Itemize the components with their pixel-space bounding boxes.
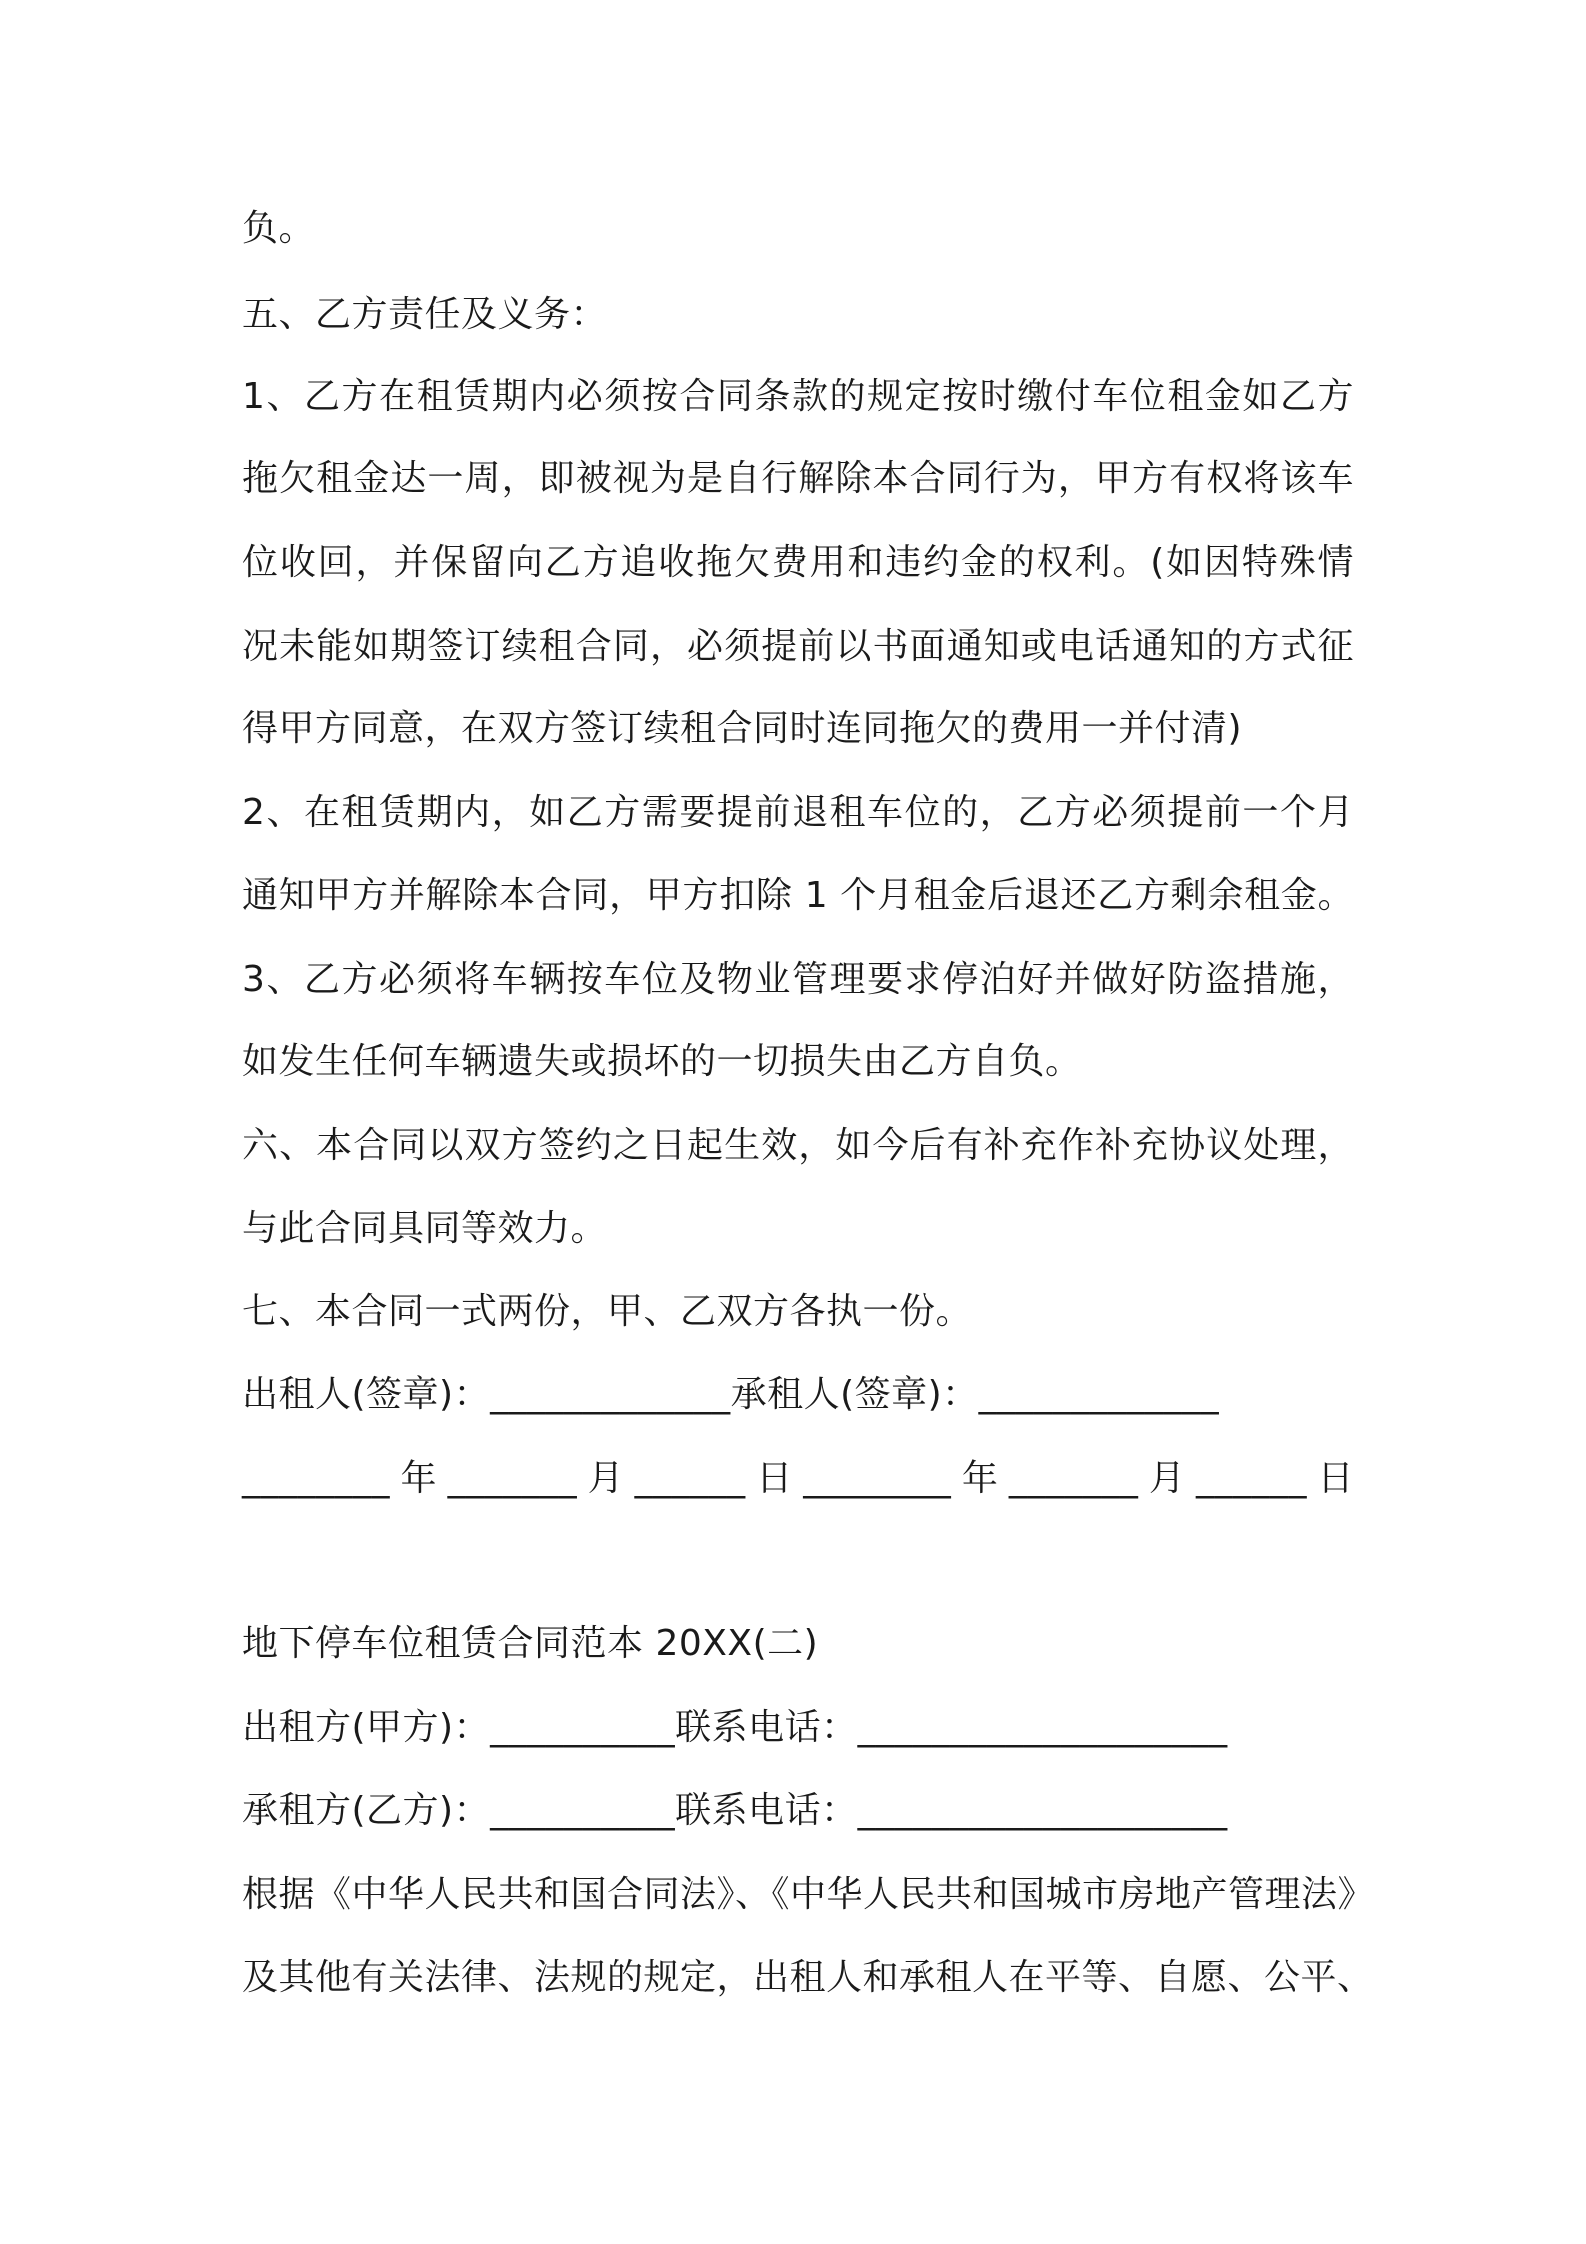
paragraph-line: 3、乙方必须将车辆按车位及物业管理要求停泊好并做好防盗措施， [242,959,1354,1000]
paragraph-line: 2、在租赁期内，如乙方需要提前退租车位的，乙方必须提前一个月 [242,792,1354,833]
paragraph-line: 1、乙方在租赁期内必须按合同条款的规定按时缴付车位租金如乙方 [242,376,1354,417]
paragraph-line: 得甲方同意，在双方签订续租合同时连同拖欠的费用一并付清) [242,708,1243,749]
section-heading: 五、乙方责任及义务： [242,294,608,335]
paragraph-line: 况未能如期签订续租合同，必须提前以书面通知或电话通知的方式征 [242,626,1354,667]
paragraph-line: 如发生任何车辆遗失或损坏的一切损失由乙方自负。 [242,1041,1082,1082]
paragraph-line: 位收回，并保留向乙方追收拖欠费用和违约金的权利。(如因特殊情 [242,542,1354,583]
date-line: ________年_______月______日________年_______月______日 [242,1458,1354,1499]
paragraph-line: 与此合同具同等效力。 [242,1208,608,1249]
paragraph-line: 拖欠租金达一周，即被视为是自行解除本合同行为，甲方有权将该车 [242,458,1354,499]
paragraph-line: 七、本合同一式两份，甲、乙双方各执一份。 [242,1291,973,1332]
paragraph-line: 根据《中华人民共和国合同法》、《中华人民共和国城市房地产管理法》 [242,1874,1375,1915]
party-line: 承租方(乙方)：__________联系电话：____________________ [242,1790,1228,1831]
signature-line: 出租人(签章)：_____________承租人(签章)：_____________ [242,1374,1220,1415]
paragraph-line: 及其他有关法律、法规的规定，出租人和承租人在平等、自愿、公平、 [242,1957,1374,1998]
document-title: 地下停车位租赁合同范本 20XX(二) [242,1623,819,1664]
party-line: 出租方(甲方)：__________联系电话：____________________ [242,1707,1228,1748]
paragraph-line: 六、本合同以双方签约之日起生效，如今后有补充作补充协议处理， [242,1125,1354,1166]
paragraph-line: 通知甲方并解除本合同，甲方扣除 1 个月租金后退还乙方剩余租金。 [242,875,1354,916]
paragraph-line: 负。 [242,208,316,249]
